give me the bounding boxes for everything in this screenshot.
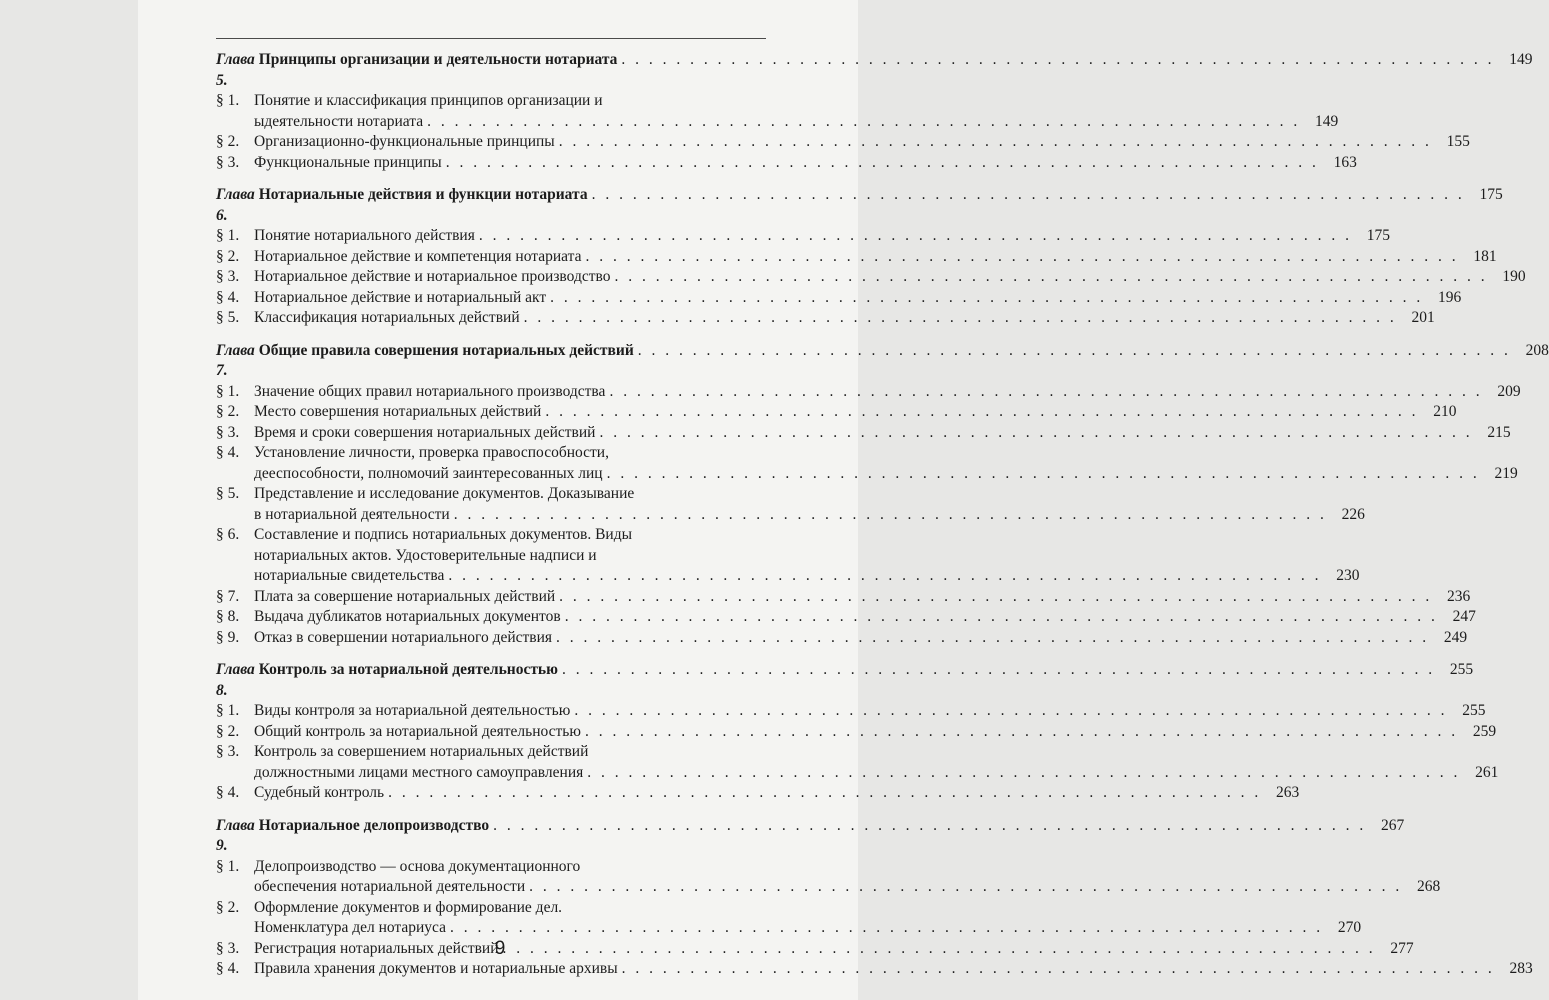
toc-section bbox=[216, 857, 1441, 898]
entry-page: 283 bbox=[1509, 960, 1533, 977]
leader-dots: . . . . . . . . . . . . . . . . . . . . . . . . . . . . . . . . . . . . . . . . . . . . . . . . . . . . . . . . . . . . . . . . bbox=[502, 939, 1376, 957]
entry-title: Нотариальное действие и компетенция нотариата bbox=[254, 247, 582, 265]
toc-section bbox=[216, 628, 1468, 649]
entry-title: Понятие и классификация принципов организации и bbox=[254, 92, 603, 109]
table-of-contents bbox=[216, 50, 1549, 980]
entry-page: 261 bbox=[1475, 763, 1499, 781]
entry-title: должностными лицами местного самоуправления bbox=[254, 763, 584, 781]
entry-title: обеспечения нотариальной деятельности bbox=[254, 878, 526, 895]
section-number: § 4. bbox=[216, 960, 240, 977]
chapter-label: Глава 7. bbox=[216, 341, 255, 379]
toc-section bbox=[216, 607, 1476, 628]
section-number: § 1. bbox=[216, 382, 240, 400]
leader-dots: . . . . . . . . . . . . . . . . . . . . . . . . . . . . . . . . . . . . . . . . . . . . . . . . . . . . . . . . . . . . . . . . bbox=[427, 112, 1301, 130]
leader-dots: . . . . . . . . . . . . . . . . . . . . . . . . . . . . . . . . . . . . . . . . . . . . . . . . . . . . . . . . . . . . . . . . bbox=[599, 423, 1473, 441]
section-number: § 3. bbox=[216, 743, 240, 760]
entry-title: Место совершения нотариальных действий bbox=[254, 403, 542, 420]
entry-page: 268 bbox=[1417, 878, 1441, 895]
entry-page: 201 bbox=[1411, 309, 1435, 326]
chapter-label: Глава 5. bbox=[216, 51, 255, 89]
leader-dots: . . . . . . . . . . . . . . . . . . . . . . . . . . . . . . . . . . . . . . . . . . . . . . . . . . . . . . . . . . . . . . . . bbox=[614, 268, 1488, 285]
toc-section bbox=[216, 247, 1497, 268]
entry-title: в нотариальной деятельности bbox=[254, 505, 450, 523]
entry-page: 236 bbox=[1447, 587, 1471, 605]
entry-title: Общий контроль за нотариальной деятельностью bbox=[254, 722, 581, 740]
entry-page: 175 bbox=[1479, 186, 1503, 203]
chapter-label: Глава 9. bbox=[216, 816, 255, 854]
entry-page: 255 bbox=[1449, 661, 1474, 678]
section-number: § 1. bbox=[216, 857, 240, 875]
section-number: § 4. bbox=[216, 444, 240, 461]
toc-section bbox=[216, 443, 1518, 484]
entry-page: 163 bbox=[1333, 153, 1357, 171]
entry-page: 175 bbox=[1366, 227, 1390, 244]
section-number: § 2. bbox=[216, 898, 240, 916]
entry-page: 255 bbox=[1462, 702, 1486, 719]
section-number: § 4. bbox=[216, 288, 240, 306]
entry-title: Составление и подпись нотариальных документов. Виды bbox=[254, 526, 633, 543]
leader-dots: . . . . . . . . . . . . . . . . . . . . . . . . . . . . . . . . . . . . . . . . . . . . . . . . . . . . . . . . . . . . . . . . bbox=[587, 763, 1461, 781]
entry-title: Контроль за совершением нотариальных действий bbox=[254, 743, 589, 760]
entry-title: Значение общих правил нотариального производства bbox=[254, 382, 606, 400]
toc-section bbox=[216, 484, 1365, 525]
entry-title: Нотариальное делопроизводство bbox=[258, 816, 490, 834]
entry-title: Контроль за нотариальной деятельностью bbox=[258, 661, 558, 678]
section-number: § 6. bbox=[216, 526, 240, 543]
toc-chapter bbox=[216, 660, 1474, 701]
leader-dots: . . . . . . . . . . . . . . . . . . . . . . . . . . . . . . . . . . . . . . . . . . . . . . . . . . . . . . . . . . . . . . . . bbox=[584, 722, 1459, 740]
entry-page: 259 bbox=[1472, 722, 1497, 740]
entry-page: 209 bbox=[1497, 382, 1521, 400]
entry-title: Правила хранения документов и нотариальные архивы bbox=[254, 960, 618, 977]
toc-section bbox=[216, 402, 1457, 423]
leader-dots: . . . . . . . . . . . . . . . . . . . . . . . . . . . . . . . . . . . . . . . . . . . . . . . . . . . . . . . . . . . . . . . . bbox=[545, 403, 1419, 420]
leader-dots: . . . . . . . . . . . . . . . . . . . . . . . . . . . . . . . . . . . . . . . . . . . . . . . . . . . . . . . . . . . . . . . . bbox=[609, 382, 1483, 400]
entry-title: нотариальных актов. Удостоверительные надписи и bbox=[254, 546, 597, 564]
toc-section bbox=[216, 382, 1521, 403]
leader-dots: . . . . . . . . . . . . . . . . . . . . . . . . . . . . . . . . . . . . . . . . . . . . . . . . . . . . . . . . . . . . . . . . bbox=[523, 309, 1397, 326]
entry-title: нотариальные свидетельства bbox=[254, 567, 445, 584]
entry-title: Представление и исследование документов. Доказывание bbox=[254, 485, 635, 502]
toc-chapter bbox=[216, 50, 1533, 91]
entry-title: Установление личности, проверка правоспособности, bbox=[254, 444, 609, 461]
leader-dots: . . . . . . . . . . . . . . . . . . . . . . . . . . . . . . . . . . . . . . . . . . . . . . . . . . . . . . . . . . . . . . . . bbox=[558, 133, 1432, 150]
section-number: § 9. bbox=[216, 628, 240, 646]
toc-section bbox=[216, 91, 1339, 132]
toc-section bbox=[216, 783, 1300, 804]
entry-page: 190 bbox=[1502, 268, 1526, 285]
entry-title: Время и сроки совершения нотариальных действий bbox=[254, 423, 596, 441]
toc-section bbox=[216, 742, 1499, 783]
entry-page: 210 bbox=[1433, 403, 1457, 420]
entry-page: 270 bbox=[1337, 919, 1362, 936]
entry-title: дееспособности, полномочий заинтересованных лиц bbox=[254, 464, 603, 482]
entry-page: 219 bbox=[1494, 464, 1518, 482]
toc-section bbox=[216, 308, 1435, 329]
leader-dots: . . . . . . . . . . . . . . . . . . . . . . . . . . . . . . . . . . . . . . . . . . . . . . . . . . . . . . . . . . . . . . . . bbox=[478, 227, 1352, 244]
entry-title: Понятие нотариального действия bbox=[254, 227, 475, 244]
entry-title: Организационно-функциональные принципы bbox=[254, 133, 555, 150]
section-number: § 2. bbox=[216, 133, 240, 150]
section-number: § 4. bbox=[216, 784, 240, 801]
section-number: § 3. bbox=[216, 153, 240, 171]
toc-section bbox=[216, 153, 1357, 174]
toc-section bbox=[216, 959, 1533, 980]
entry-page: 247 bbox=[1452, 608, 1476, 625]
leader-dots: . . . . . . . . . . . . . . . . . . . . . . . . . . . . . . . . . . . . . . . . . . . . . . . . . . . . . . . . . . . . . . . . bbox=[450, 919, 1324, 936]
section-number: § 3. bbox=[216, 423, 240, 441]
entry-page: 277 bbox=[1390, 939, 1414, 957]
entry-page: 215 bbox=[1487, 423, 1511, 441]
leader-dots: . . . . . . . . . . . . . . . . . . . . . . . . . . . . . . . . . . . . . . . . . . . . . . . . . . . . . . . . . . . . . . . . bbox=[564, 608, 1438, 625]
entry-title: Номенклатура дел нотариуса bbox=[254, 919, 447, 936]
section-number: § 7. bbox=[216, 587, 240, 605]
leader-dots: . . . . . . . . . . . . . . . . . . . . . . . . . . . . . . . . . . . . . . . . . . . . . . . . . . . . . . . . . . . . . . . . bbox=[561, 661, 1436, 678]
entry-page: 196 bbox=[1437, 288, 1462, 306]
toc-section bbox=[216, 587, 1471, 608]
toc-chapter bbox=[216, 185, 1503, 226]
entry-page: 226 bbox=[1341, 505, 1365, 523]
section-number: § 5. bbox=[216, 309, 240, 326]
entry-title: Общие правила совершения нотариальных действий bbox=[258, 341, 634, 359]
toc-chapter bbox=[216, 341, 1549, 382]
section-number: § 1. bbox=[216, 92, 240, 109]
toc-section bbox=[216, 288, 1462, 309]
toc-section bbox=[216, 898, 1362, 939]
leader-dots: . . . . . . . . . . . . . . . . . . . . . . . . . . . . . . . . . . . . . . . . . . . . . . . . . . . . . . . . . . . . . . . . bbox=[621, 960, 1495, 977]
entry-page: 208 bbox=[1525, 341, 1549, 359]
entry-page: 155 bbox=[1446, 133, 1470, 150]
leader-dots: . . . . . . . . . . . . . . . . . . . . . . . . . . . . . . . . . . . . . . . . . . . . . . . . . . . . . . . . . . . . . . . . bbox=[574, 702, 1448, 719]
leader-dots: . . . . . . . . . . . . . . . . . . . . . . . . . . . . . . . . . . . . . . . . . . . . . . . . . . . . . . . . . . . . . . . . bbox=[529, 878, 1403, 895]
toc-section bbox=[216, 226, 1390, 247]
leader-dots: . . . . . . . . . . . . . . . . . . . . . . . . . . . . . . . . . . . . . . . . . . . . . . . . . . . . . . . . . . . . . . . . bbox=[585, 247, 1459, 265]
entry-title: Виды контроля за нотариальной деятельностью bbox=[254, 702, 571, 719]
entry-title: Нотариальное действие и нотариальное производство bbox=[254, 268, 611, 285]
entry-page: 149 bbox=[1314, 112, 1339, 130]
entry-title: Принципы организации и деятельности нотариата bbox=[258, 51, 618, 68]
toc-section bbox=[216, 701, 1486, 722]
leader-dots: . . . . . . . . . . . . . . . . . . . . . . . . . . . . . . . . . . . . . . . . . . . . . . . . . . . . . . . . . . . . . . . . bbox=[550, 288, 1424, 306]
section-number: § 2. bbox=[216, 722, 240, 740]
toc-section bbox=[216, 132, 1470, 153]
section-number: § 1. bbox=[216, 702, 240, 719]
entry-page: 230 bbox=[1336, 567, 1360, 584]
entry-title: Регистрация нотариальных действий bbox=[254, 939, 499, 957]
leader-dots: . . . . . . . . . . . . . . . . . . . . . . . . . . . . . . . . . . . . . . . . . . . . . . . . . . . . . . . . . . . . . . . . bbox=[493, 816, 1367, 834]
section-number: § 3. bbox=[216, 268, 240, 285]
leader-dots: . . . . . . . . . . . . . . . . . . . . . . . . . . . . . . . . . . . . . . . . . . . . . . . . . . . . . . . . . . . . . . . . bbox=[445, 153, 1319, 171]
toc-chapter bbox=[216, 816, 1405, 857]
toc-section bbox=[216, 722, 1497, 743]
leader-dots: . . . . . . . . . . . . . . . . . . . . . . . . . . . . . . . . . . . . . . . . . . . . . . . . . . . . . . . . . . . . . . . . bbox=[448, 567, 1322, 584]
leader-dots: . . . . . . . . . . . . . . . . . . . . . . . . . . . . . . . . . . . . . . . . . . . . . . . . . . . . . . . . . . . . . . . . bbox=[637, 341, 1511, 359]
entry-title: Оформление документов и формирование дел. bbox=[254, 898, 563, 916]
section-number: § 2. bbox=[216, 247, 240, 265]
page-number: 9 bbox=[494, 938, 506, 959]
chapter-label: Глава 6. bbox=[216, 186, 255, 224]
leader-dots: . . . . . . . . . . . . . . . . . . . . . . . . . . . . . . . . . . . . . . . . . . . . . . . . . . . . . . . . . . . . . . . . bbox=[559, 587, 1433, 605]
section-number: § 3. bbox=[216, 939, 240, 957]
entry-title: Функциональные принципы bbox=[254, 153, 442, 171]
section-number: § 8. bbox=[216, 608, 240, 625]
toc-section bbox=[216, 267, 1526, 288]
entry-title: Судебный контроль bbox=[254, 784, 385, 801]
toc-section bbox=[216, 423, 1511, 444]
entry-title: Плата за совершение нотариальных действий bbox=[254, 587, 556, 605]
entry-title: Нотариальное действие и нотариальный акт bbox=[254, 288, 547, 306]
leader-dots: . . . . . . . . . . . . . . . . . . . . . . . . . . . . . . . . . . . . . . . . . . . . . . . . . . . . . . . . . . . . . . . . bbox=[453, 505, 1327, 523]
entry-title: Нотариальные действия и функции нотариата bbox=[258, 186, 588, 203]
chapter-label: Глава 8. bbox=[216, 661, 255, 699]
entry-page: 149 bbox=[1509, 51, 1533, 68]
entry-title: Отказ в совершении нотариального действия bbox=[254, 628, 553, 646]
entry-page: 263 bbox=[1275, 784, 1300, 801]
entry-page: 181 bbox=[1473, 247, 1497, 265]
leader-dots: . . . . . . . . . . . . . . . . . . . . . . . . . . . . . . . . . . . . . . . . . . . . . . . . . . . . . . . . . . . . . . . . bbox=[591, 186, 1465, 203]
entry-title: Классификация нотариальных действий bbox=[254, 309, 520, 326]
leader-dots: . . . . . . . . . . . . . . . . . . . . . . . . . . . . . . . . . . . . . . . . . . . . . . . . . . . . . . . . . . . . . . . . bbox=[606, 464, 1480, 482]
header-rule bbox=[216, 38, 766, 39]
leader-dots: . . . . . . . . . . . . . . . . . . . . . . . . . . . . . . . . . . . . . . . . . . . . . . . . . . . . . . . . . . . . . . . . bbox=[556, 628, 1430, 646]
leader-dots: . . . . . . . . . . . . . . . . . . . . . . . . . . . . . . . . . . . . . . . . . . . . . . . . . . . . . . . . . . . . . . . . bbox=[388, 784, 1262, 801]
entry-title: Выдача дубликатов нотариальных документов bbox=[254, 608, 561, 625]
entry-title: ыдеятельности нотариата bbox=[254, 112, 424, 130]
entry-page: 267 bbox=[1381, 816, 1405, 834]
section-number: § 5. bbox=[216, 485, 240, 502]
entry-page: 249 bbox=[1443, 628, 1468, 646]
section-number: § 1. bbox=[216, 227, 240, 244]
entry-title: Делопроизводство — основа документационного bbox=[254, 857, 581, 875]
toc-section bbox=[216, 525, 1360, 587]
leader-dots: . . . . . . . . . . . . . . . . . . . . . . . . . . . . . . . . . . . . . . . . . . . . . . . . . . . . . . . . . . . . . . . . bbox=[621, 51, 1495, 68]
section-number: § 2. bbox=[216, 403, 240, 420]
